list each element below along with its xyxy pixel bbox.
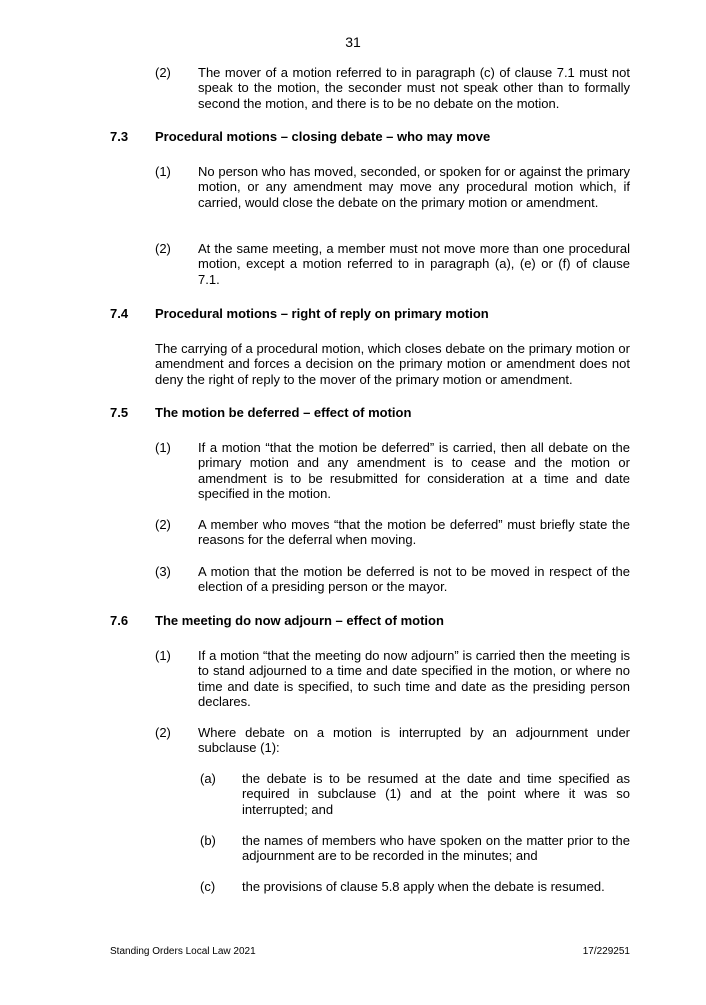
clause-label: (1) — [155, 164, 171, 179]
clause-label: (2) — [155, 65, 171, 80]
clause-label: (2) — [155, 517, 171, 532]
clause-label: (1) — [155, 440, 171, 455]
subclause-text: the names of members who have spoken on the matter prior to the adjournment are to be recorded in the minutes; and — [242, 833, 630, 864]
clause-label: (3) — [155, 564, 171, 579]
section-number: 7.6 — [110, 613, 129, 628]
clause-label: (1) — [155, 648, 171, 663]
footer-title: Standing Orders Local Law 2021 — [110, 946, 256, 957]
subclause-label: (c) — [200, 879, 216, 894]
subclause-label: (a) — [200, 771, 216, 786]
subclause-text: the debate is to be resumed at the date and time specified as required in subclause (1) and at the point where it was so interrupted; and — [242, 771, 630, 817]
section-title: Procedural motions – closing debate – who may move — [155, 129, 491, 144]
subclause-text: the provisions of clause 5.8 apply when the debate is resumed. — [242, 879, 605, 894]
clause-text: At the same meeting, a member must not move more than one procedural motion, except a motion referred to in paragraph (a), (e) or (f) of clause 7.1. — [198, 241, 630, 287]
section-number: 7.4 — [110, 306, 129, 321]
clause-label: (2) — [155, 725, 171, 740]
section-number: 7.3 — [110, 129, 129, 144]
clause-text: A motion that the motion be deferred is not to be moved in respect of the election of a presiding person or the mayor. — [198, 564, 630, 595]
clause-label: (2) — [155, 241, 171, 256]
section-title: The motion be deferred – effect of motion — [155, 405, 412, 420]
clause-text: Where debate on a motion is interrupted by an adjournment under subclause (1): — [198, 725, 630, 756]
clause-text: A member who moves “that the motion be deferred” must briefly state the reasons for the deferral when moving. — [198, 517, 630, 548]
clause-text: No person who has moved, seconded, or spoken for or against the primary motion, or any amendment may move any procedural motion which, if carried, would close the debate on the primary motion or amendment. — [198, 164, 630, 210]
section-title: The meeting do now adjourn – effect of motion — [155, 613, 444, 628]
footer-doc-ref: 17/229251 — [582, 946, 630, 957]
clause-text: If a motion “that the meeting do now adjourn” is carried then the meeting is to stand adjourned to a time and date specified in the motion, or where no time and date is specified, to such time and date as the presiding person declares. — [198, 648, 630, 709]
subclause-label: (b) — [200, 833, 216, 848]
clause-text: The carrying of a procedural motion, which closes debate on the primary motion or amendment and forces a decision on the primary motion or amendment does not deny the right of reply to the mover of the primary motion or amendment. — [155, 341, 630, 387]
clause-text: The mover of a motion referred to in paragraph (c) of clause 7.1 must not speak to the motion, the seconder must not speak other than to formally second the motion, and there is to be no debate on the motion. — [198, 65, 630, 111]
section-number: 7.5 — [110, 405, 129, 420]
page-number: 31 — [345, 34, 361, 50]
clause-text: If a motion “that the motion be deferred” is carried, then all debate on the primary motion and any amendment is to cease and the motion or amendment is to be resubmitted for consideration at a time and date specified in the motion. — [198, 440, 630, 501]
section-title: Procedural motions – right of reply on primary motion — [155, 306, 489, 321]
